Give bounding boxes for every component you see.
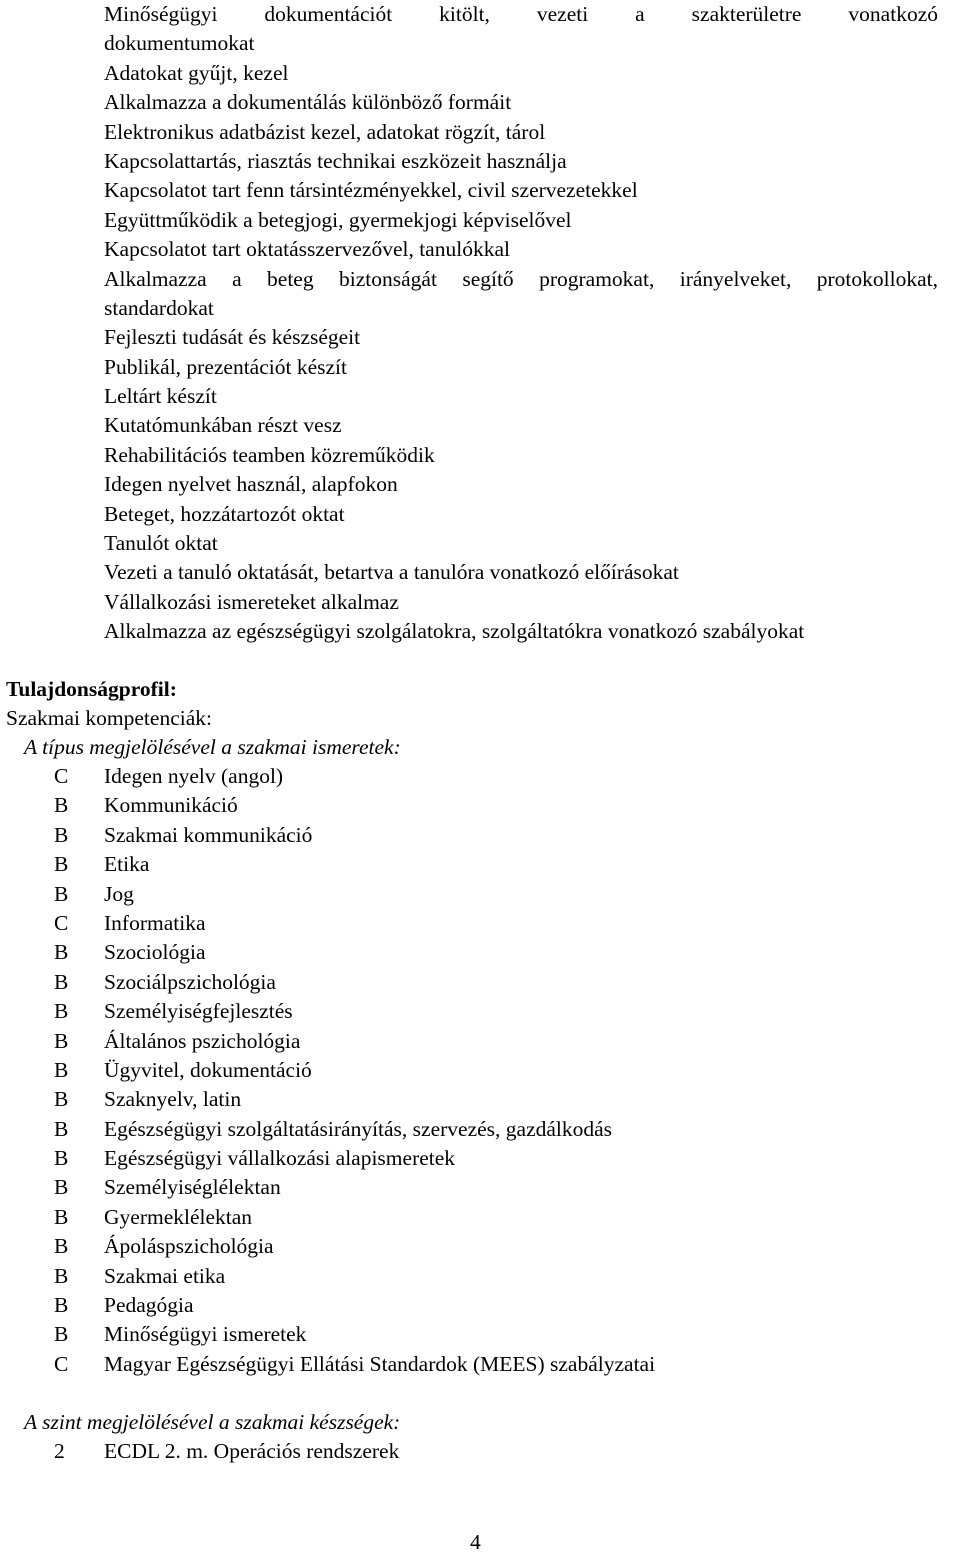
knowledge-level: B (54, 969, 69, 994)
knowledge-level: C (54, 1351, 69, 1376)
skill-level: 2 (54, 1439, 65, 1463)
knowledge-name: Általános pszichológia (104, 1028, 301, 1053)
knowledge-name: Szakmai etika (104, 1263, 226, 1288)
knowledge-level: B (54, 1116, 69, 1141)
knowledge-row (0, 1262, 960, 1291)
knowledge-level: B (54, 1234, 69, 1259)
task-item: Kutatómunkában részt vesz (104, 413, 342, 438)
task-item: Alkalmazza az egészségügyi szolgálatokra, szolgáltatókra vonatkozó szabályokat (104, 619, 805, 644)
task-item: dokumentumokat (104, 31, 255, 56)
page-number: 4 (470, 1530, 481, 1554)
task-item: Elektronikus adatbázist kezel, adatokat rögzít, tárol (104, 119, 546, 144)
knowledge-level: B (54, 822, 69, 847)
knowledge-name: Idegen nyelv (angol) (104, 764, 284, 788)
knowledge-list (0, 762, 960, 1379)
task-item: Alkalmazza a dokumentálás különböző formáit (104, 90, 512, 115)
knowledge-row (0, 938, 960, 967)
profile-title: Tulajdonságprofil: (6, 677, 177, 701)
task-item: Együttműködik a betegjogi, gyermekjogi képviselővel (104, 207, 572, 232)
knowledge-row (0, 1115, 960, 1144)
task-item: Tanulót oktat (104, 531, 218, 556)
knowledge-name: Pedagógia (104, 1293, 194, 1318)
task-item: Adatokat gyűjt, kezel (104, 60, 289, 85)
knowledge-row (0, 762, 960, 791)
knowledge-level: C (54, 910, 69, 935)
task-item: Kapcsolatot tart oktatásszervezővel, tanulókkal (104, 237, 510, 262)
profile-subtitle: Szakmai kompetenciák: (6, 706, 212, 730)
task-item: Kapcsolattartás, riasztás technikai eszközeit használja (104, 148, 567, 173)
knowledge-level: B (54, 1175, 69, 1200)
knowledge-name: Magyar Egészségügyi Ellátási Standardok (MEES) szabályzatai (104, 1351, 656, 1376)
knowledge-row (0, 821, 960, 850)
task-list (104, 0, 938, 647)
skills-heading: A szint megjelölésével a szakmai készségek: (24, 1410, 401, 1434)
knowledge-row (0, 997, 960, 1026)
task-item: Rehabilitációs teamben közreműködik (104, 442, 435, 467)
knowledge-name: Informatika (104, 910, 206, 935)
knowledge-level: B (54, 999, 69, 1024)
knowledge-row (0, 1027, 960, 1056)
knowledge-name: Szociológia (104, 940, 206, 965)
task-item: Publikál, prezentációt készít (104, 354, 347, 379)
task-item: Leltárt készít (104, 384, 217, 409)
knowledge-level: B (54, 881, 69, 906)
knowledge-level: B (54, 1293, 69, 1318)
knowledge-name: Egészségügyi vállalkozási alapismeretek (104, 1146, 456, 1171)
knowledge-row (0, 968, 960, 997)
knowledge-row (0, 1085, 960, 1114)
knowledge-row (0, 791, 960, 820)
task-item: Vállalkozási ismereteket alkalmaz (104, 589, 399, 614)
knowledge-level: B (54, 1146, 69, 1171)
knowledge-name: Etika (104, 852, 150, 877)
knowledge-name: Személyiségfejlesztés (104, 999, 293, 1024)
knowledge-name: Szociálpszichológia (104, 969, 276, 994)
knowledge-name: Ügyvitel, dokumentáció (104, 1057, 312, 1082)
task-item: Alkalmazza a beteg biztonságát segítő programokat, irányelveket, protokollokat, (104, 266, 938, 291)
knowledge-level: B (54, 1263, 69, 1288)
knowledge-row (0, 1144, 960, 1173)
knowledge-level: B (54, 1028, 69, 1053)
knowledge-name: Minőségügyi ismeretek (104, 1322, 307, 1347)
knowledge-row (0, 909, 960, 938)
knowledge-row (0, 880, 960, 909)
knowledge-name: Szakmai kommunikáció (104, 822, 313, 847)
skill-row (0, 1437, 960, 1466)
knowledge-name: Jog (104, 881, 134, 906)
knowledge-level: B (54, 940, 69, 965)
knowledge-row (0, 1350, 960, 1379)
task-item: Fejleszti tudását és készségeit (104, 325, 361, 350)
knowledge-name: Egészségügyi szolgáltatásirányítás, szervezés, gazdálkodás (104, 1116, 613, 1141)
knowledge-row (0, 1320, 960, 1349)
knowledge-row (0, 1203, 960, 1232)
task-item: Beteget, hozzátartozót oktat (104, 501, 345, 526)
knowledge-level: B (54, 852, 69, 877)
knowledge-row (0, 1291, 960, 1320)
knowledge-level: B (54, 1204, 69, 1229)
knowledge-name: Szaknyelv, latin (104, 1087, 242, 1112)
knowledge-name: Személyiséglélektan (104, 1175, 281, 1200)
knowledge-heading: A típus megjelölésével a szakmai ismeretek: (24, 735, 401, 759)
knowledge-row (0, 1232, 960, 1261)
knowledge-row (0, 1056, 960, 1085)
task-item: Vezeti a tanuló oktatását, betartva a tanulóra vonatkozó előírásokat (104, 560, 679, 585)
knowledge-level: B (54, 793, 69, 818)
knowledge-level: B (54, 1322, 69, 1347)
knowledge-level: B (54, 1087, 69, 1112)
knowledge-row (0, 1173, 960, 1202)
task-item: standardokat (104, 295, 214, 320)
knowledge-name: Kommunikáció (104, 793, 238, 818)
skill-name: ECDL 2. m. Operációs rendszerek (104, 1439, 400, 1463)
knowledge-name: Ápoláspszichológia (104, 1234, 274, 1259)
knowledge-row (0, 850, 960, 879)
task-item: Kapcsolatot tart fenn társintézményekkel, civil szervezetekkel (104, 178, 638, 203)
knowledge-level: B (54, 1057, 69, 1082)
knowledge-level: C (54, 764, 69, 788)
knowledge-name: Gyermeklélektan (104, 1204, 253, 1229)
task-item: Minőségügyi dokumentációt kitölt, vezeti a szakterületre vonatkozó (104, 2, 938, 26)
task-item: Idegen nyelvet használ, alapfokon (104, 472, 398, 497)
